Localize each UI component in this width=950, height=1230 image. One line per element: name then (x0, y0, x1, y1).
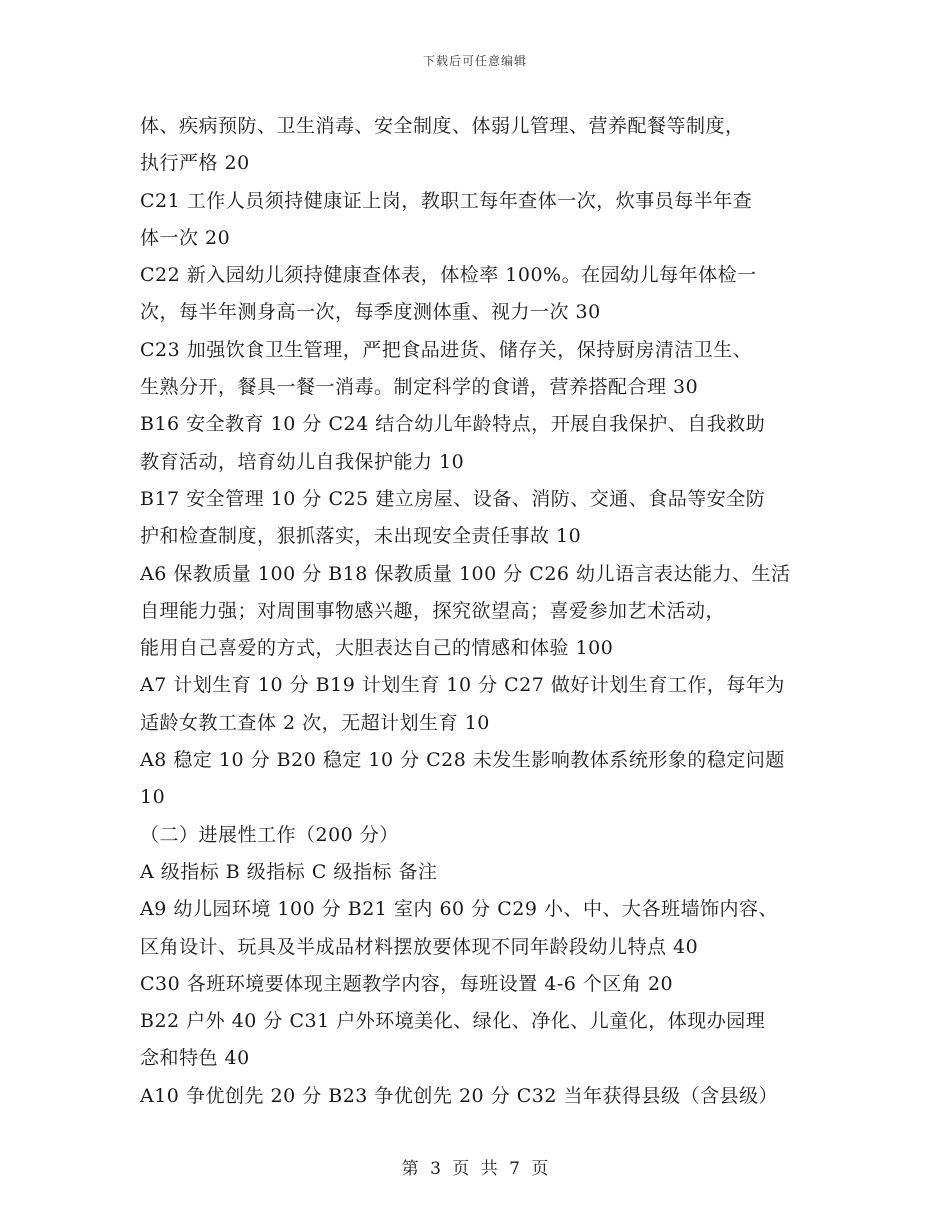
text-line: 护和检查制度，狠抓落实，未出现安全责任事故 10 (140, 525, 582, 548)
text-line: 次，每半年测身高一次，每季度测体重、视力一次 30 (140, 301, 601, 324)
text-line: C23 加强饮食卫生管理，严把食品进货、储存关，保持厨房清洁卫生、 (140, 338, 753, 361)
text-line: 区角设计、玩具及半成品材料摆放要体现不同年龄段幼儿特点 40 (140, 935, 699, 958)
text-line: 适龄女教工查体 2 次，无超计划生育 10 (140, 711, 490, 734)
text-line: 教育活动，培育幼儿自我保护能力 10 (140, 450, 465, 473)
text-line: 自理能力强；对周围事物感兴趣，探究欲望高；喜爱参加艺术活动， (140, 599, 726, 622)
text-line: B22 户外 40 分 C31 户外环境美化、绿化、净化、儿童化，体现办园理 (140, 1010, 766, 1033)
text-line: 能用自己喜爱的方式，大胆表达自己的情感和体验 100 (140, 637, 614, 660)
text-line: C30 各班环境要体现主题教学内容，每班设置 4-6 个区角 20 (140, 972, 674, 995)
page-footer: 第 3 页 共 7 页 (401, 1159, 549, 1179)
text-line: C22 新入园幼儿须持健康查体表，体检率 100%。在园幼儿每年体检一 (140, 264, 757, 287)
page-header: 下载后可任意编辑 (422, 54, 527, 68)
text-line: 体、疾病预防、卫生消毒、安全制度、体弱儿管理、营养配餐等制度， (140, 115, 745, 137)
text-line: 念和特色 40 (140, 1047, 250, 1070)
text-line: A8 稳定 10 分 B20 稳定 10 分 C28 未发生影响教体系统形象的稳定问题 (140, 749, 785, 772)
section-heading: （二）进展性工作（200 分） (140, 823, 399, 846)
table-header-line: A 级指标 B 级指标 C 级指标 备注 (140, 860, 438, 883)
text-line: A6 保教质量 100 分 B18 保教质量 100 分 C26 幼儿语言表达能力、生活 (140, 562, 791, 585)
text-line: C21 工作人员须持健康证上岗，教职工每年查体一次，炊事员每半年查 (140, 189, 753, 212)
text-line: A7 计划生育 10 分 B19 计划生育 10 分 C27 做好计划生育工作，每年为 (140, 674, 785, 697)
text-line: 生熟分开，餐具一餐一消毒。制定科学的食谱，营养搭配合理 30 (140, 376, 699, 399)
text-line: B16 安全教育 10 分 C24 结合幼儿年龄特点，开展自我保护、自我救助 (140, 413, 766, 436)
text-line: A10 争优创先 20 分 B23 争优创先 20 分 C32 当年获得县级（含县级） (140, 1084, 778, 1107)
document-body (140, 108, 812, 1115)
text-line: 10 (140, 786, 166, 809)
text-line: B17 安全管理 10 分 C25 建立房屋、设备、消防、交通、食品等安全防 (140, 487, 766, 510)
text-line: 体一次 20 (140, 226, 231, 249)
text-line: A9 幼儿园环境 100 分 B21 室内 60 分 C29 小、中、大各班墙饰内容、 (140, 898, 778, 921)
text-line: 执行严格 20 (140, 152, 250, 175)
